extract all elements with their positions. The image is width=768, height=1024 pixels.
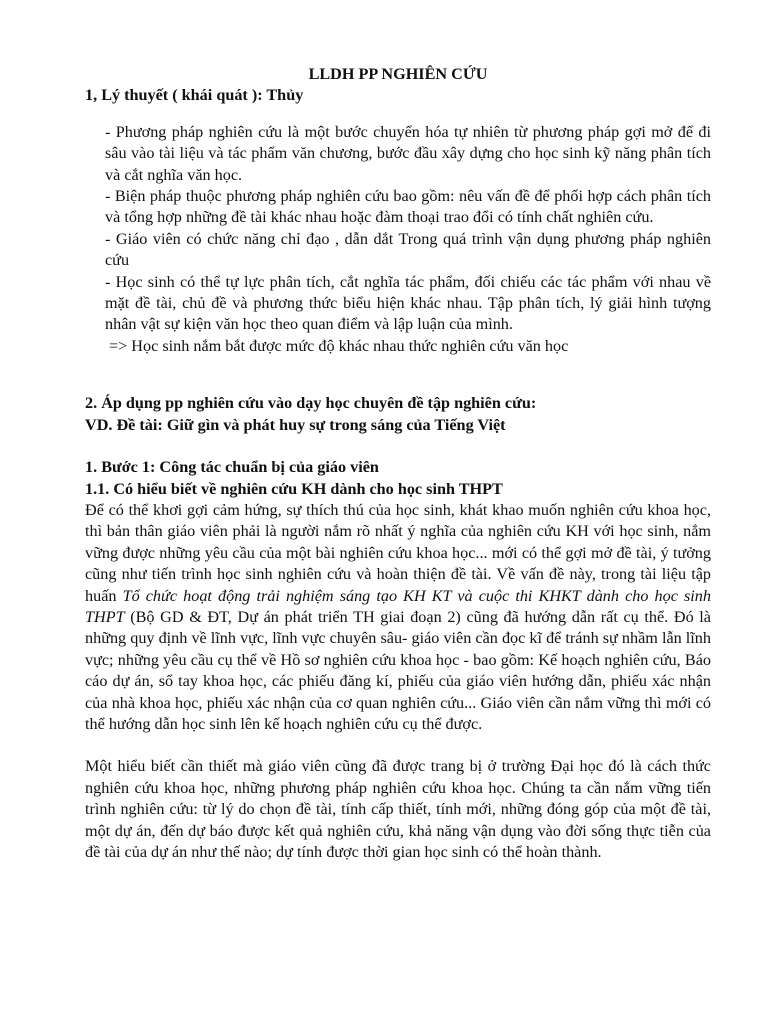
step1-paragraph-1	[85, 500, 711, 735]
section1-heading: 1, Lý thuyết ( khái quát ): Thủy	[85, 86, 304, 105]
step1-paragraph-2: Một hiểu biết cần thiết mà giáo viên cũng đã được trang bị ở trường Đại học đó là cách thức nghiên cứu khoa học, những phương pháp nghiên cứu khoa học. Chúng ta cần nắm vững tiến trình nghiên cứu: từ lý do chọn đề tài, tính cấp thiết, tính mới, những đóng góp của một đề tài, một dự án, đến dự báo được kết quả nghiên cứu, khả năng vận dụng vào đời sống thực tiễn của đề tài của dự án như thế nào; dự tính được thời gian học sinh có thể hoàn thành.	[85, 757, 711, 861]
section-spacer	[85, 357, 711, 393]
section1-body	[85, 122, 711, 357]
step1-heading: 1. Bước 1: Công tác chuẩn bị của giáo viên	[85, 458, 379, 477]
document-title-italic: Tổ chức hoạt động trải nghiệm sáng tạo KH KT và cuộc thi KHKT dành cho học sinh THPT	[85, 586, 711, 626]
section2-heading: 2. Áp dụng pp nghiên cứu vào dạy học chuyên đề tập nghiên cứu:	[85, 394, 537, 413]
section-spacer	[85, 436, 711, 457]
section1-bullet: - Học sinh có thể tự lực phân tích, cắt nghĩa tác phẩm, đối chiếu các tác phẩm với nhau về mặt đề tài, chủ đề và phương thức biểu hiện khác nhau. Tập phân tích, lý giải hình tượng nhân vật sự kiện văn học theo quan điểm và lập luận của mình.	[105, 272, 711, 334]
step1-subheading: 1.1. Có hiểu biết về nghiên cứu KH dành cho học sinh THPT	[85, 479, 503, 498]
document-page	[85, 64, 711, 863]
section1-bullet: - Phương pháp nghiên cứu là một bước chuyển hóa tự nhiên từ phương pháp gợi mở để đi sâu vào tài liệu và tác phẩm văn chương, bước đầu xây dựng cho học sinh kỹ năng phân tích và cắt nghĩa văn học.	[105, 122, 711, 184]
section2-example: VD. Đề tài: Giữ gìn và phát huy sự trong sáng của Tiếng Việt	[85, 415, 506, 434]
section1-bullet: - Biện pháp thuộc phương pháp nghiên cứu bao gồm: nêu vấn đề để phối hợp cách phân tích và tổng hợp những đề tài khác nhau hoặc đàm thoại trao đổi có tính chất nghiên cứu.	[105, 187, 711, 227]
page-title: LLDH PP NGHIÊN CỨU	[308, 65, 488, 83]
section1-conclusion: => Học sinh nắm bắt được mức độ khác nhau thức nghiên cứu văn học	[109, 336, 569, 355]
paragraph-spacer	[85, 735, 711, 756]
paragraph-text: Để có thể khơi gợi cảm hứng, sự thích thú của học sinh, khát khao muốn nghiên cứu khoa học, thì bản thân giáo viên phải là người nắm rõ nhất ý nghĩa của nghiên cứu KH với học sinh, nắm vững được những yêu cầu của một bài nghiên cứu khoa học... mới có thể gợi mở đề tài, ý tưởng cũng như tiến trình học sinh nghiên cứu và hoàn thiện đề tài. Về vấn đề này, trong tài liệu tập huấn	[85, 500, 711, 605]
section1-bullet: - Giáo viên có chức năng chỉ đạo , dẫn dắt Trong quá trình vận dụng phương pháp nghiên cứu	[105, 229, 711, 270]
paragraph-text: (Bộ GD & ĐT, Dự án phát triển TH giai đoạn 2) cũng đã hướng dẫn rất cụ thể. Đó là những quy định về lĩnh vực, lĩnh vực chuyên sâu- giáo viên cần đọc kĩ để tránh sự nhầm lẫn lĩnh vực; những yêu cầu cụ thể về Hồ sơ nghiên cứu khoa học - bao gồm: Kế hoạch nghiên cứu, Báo cáo dự án, sổ tay khoa học, các phiếu đăng kí, phiếu của giáo viên hướng dẫn, phiếu xác nhận của nhà khoa học, phiếu xác nhận của cơ quan nghiên cứu... Giáo viên cần nắm vững thì mới có thể hướng dẫn học sinh lên kế hoạch nghiên cứu cụ thể được.	[85, 607, 711, 733]
